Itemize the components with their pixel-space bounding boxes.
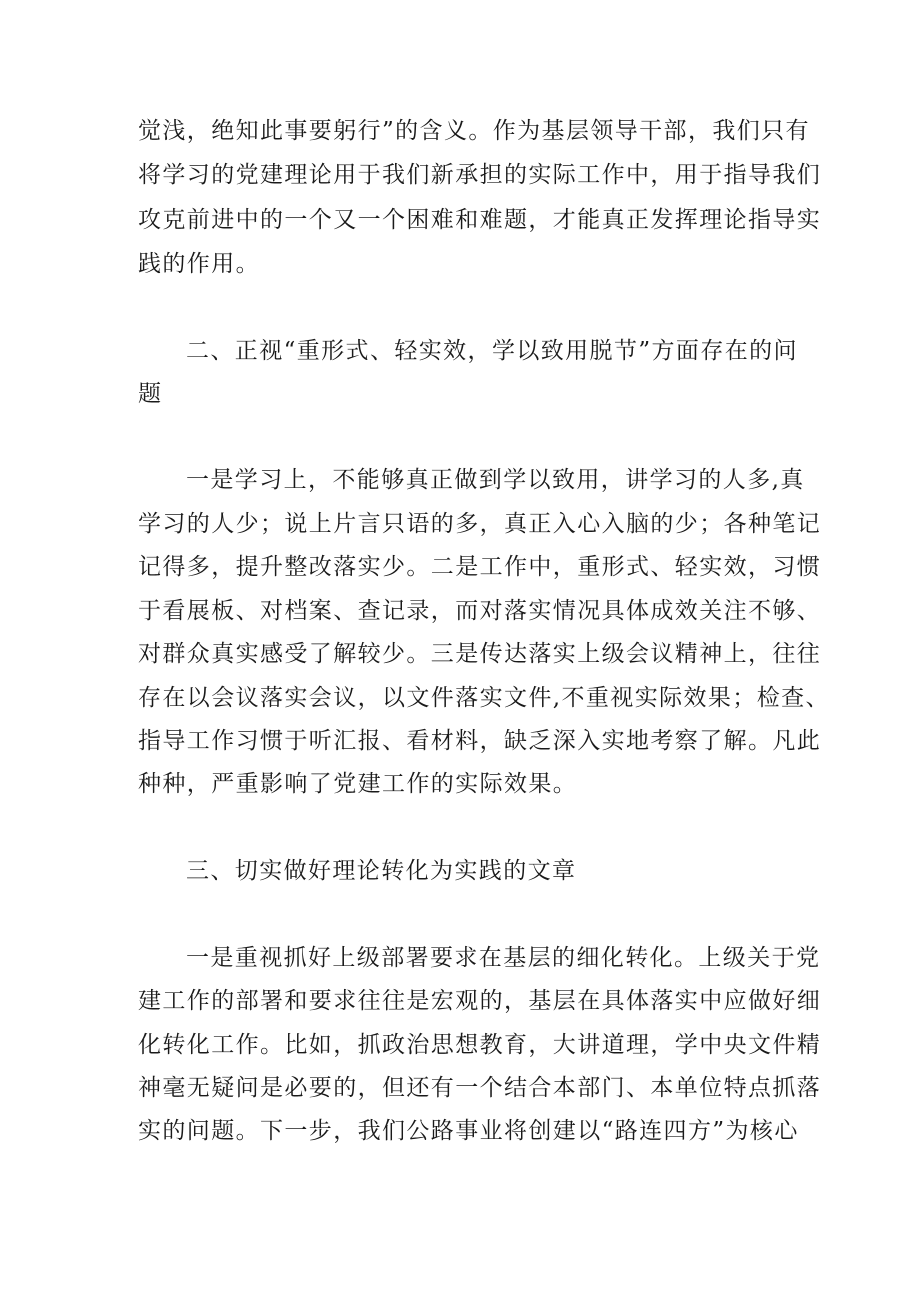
text-line: 神毫无疑问是必要的，但还有一个结合本部门、本单位特点抓落 [138,1075,822,1101]
text-line: 攻克前进中的一个又一个困难和难题，才能真正发挥理论指导实 [138,207,822,233]
text-line: 一是重视抓好上级部署要求在基层的细化转化。上级关于党 [186,945,821,971]
text-line: 觉浅，绝知此事要躬行”的含义。作为基层领导干部，我们只有 [138,118,810,144]
section-heading: 二、正视“重形式、轻实效，学以致用脱节”方面存在的问 [186,338,798,364]
section-heading: 三、切实做好理论转化为实践的文章 [186,858,577,884]
text-line: 学习的人少；说上片言只语的多，真正入心入脑的少；各种笔记 [138,511,822,537]
text-line: 记得多，提升整改落实少。二是工作中，重形式、轻实效，习惯 [138,554,822,580]
text-line: 化转化工作。比如，抓政治思想教育，大讲道理，学中央文件精 [138,1032,822,1058]
text-line: 对群众真实感受了解较少。三是传达落实上级会议精神上，往往 [138,641,822,667]
text-line: 将学习的党建理论用于我们新承担的实际工作中，用于指导我们 [138,162,822,188]
text-line: 种种，严重影响了党建工作的实际效果。 [138,771,578,797]
text-line: 于看展板、对档案、查记录，而对落实情况具体成效关注不够、 [138,598,822,624]
text-line: 践的作用。 [138,251,260,277]
text-line: 建工作的部署和要求往往是宏观的，基层在具体落实中应做好细 [138,988,822,1014]
section-heading-continuation: 题 [138,381,163,407]
text-line: 一是学习上，不能够真正做到学以致用，讲学习的人多,真 [186,467,805,493]
text-line: 指导工作习惯于听汇报、看材料，缺乏深入实地考察了解。凡此 [138,728,822,754]
text-line: 实的问题。下一步，我们公路事业将创建以“路连四方”为核心 [138,1118,799,1144]
text-line: 存在以会议落实会议，以文件落实文件,不重视实际效果；检查、 [138,685,830,711]
